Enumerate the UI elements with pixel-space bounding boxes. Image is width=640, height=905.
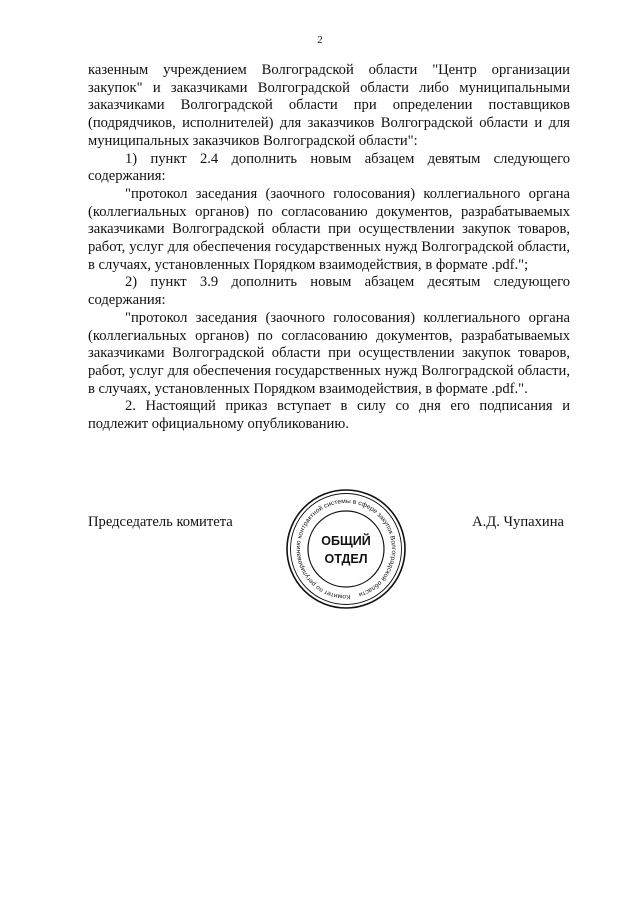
paragraph-2: 1) пункт 2.4 дополнить новым абзацем девятым следующего содержания: (88, 150, 570, 185)
stamp-outer-ring (287, 490, 405, 608)
document-body (88, 62, 570, 434)
paragraph-1: казенным учреждением Волгоградской области "Центр организации закупок" и заказчиками Волгоградской области либо муниципальными заказчиками Волгоградской области при определении поставщиков (подрядчиков, исполнителей) для заказчиков Волгоградской области и для муниципальных заказчиков Волгоградской области": (88, 62, 570, 149)
stamp-ring-text: Комитет по регулированию контрактной системы в сфере закупок Волгоградской области (294, 497, 398, 601)
page-number: 2 (317, 34, 323, 46)
official-stamp (284, 487, 408, 611)
paragraph-3: "протокол заседания (заочного голосования) коллегиального органа (коллегиальных органов) по согласованию документов, разрабатываемых заказчиками Волгоградской области при осуществлении закупок товаров, работ, услуг для обеспечения государственных нужд Волгоградской области, в случаях, установленных Порядком взаимодействия, в формате .pdf."; (88, 185, 570, 273)
stamp-center-line-1: ОБЩИЙ (321, 534, 371, 548)
stamp-inner-ring (308, 511, 384, 587)
paragraph-5: "протокол заседания (заочного голосования) коллегиального органа (коллегиальных органов) по согласованию документов, разрабатываемых заказчиками Волгоградской области при осуществлении закупок товаров, работ, услуг для обеспечения государственных нужд Волгоградской области, в случаях, установленных Порядком взаимодействия, в формате .pdf.". (88, 309, 570, 397)
paragraph-6: 2. Настоящий приказ вступает в силу со дня его подписания и подлежит официальному опубликованию. (88, 398, 570, 433)
stamp-center-line-2: ОТДЕЛ (324, 552, 368, 566)
paragraph-4: 2) пункт 3.9 дополнить новым абзацем десятым следующего содержания: (88, 274, 570, 309)
stamp-outer-ring-inner (291, 494, 402, 605)
signatory-position: Председатель комитета (88, 514, 233, 530)
signatory-name: А.Д. Чупахина (472, 514, 564, 530)
